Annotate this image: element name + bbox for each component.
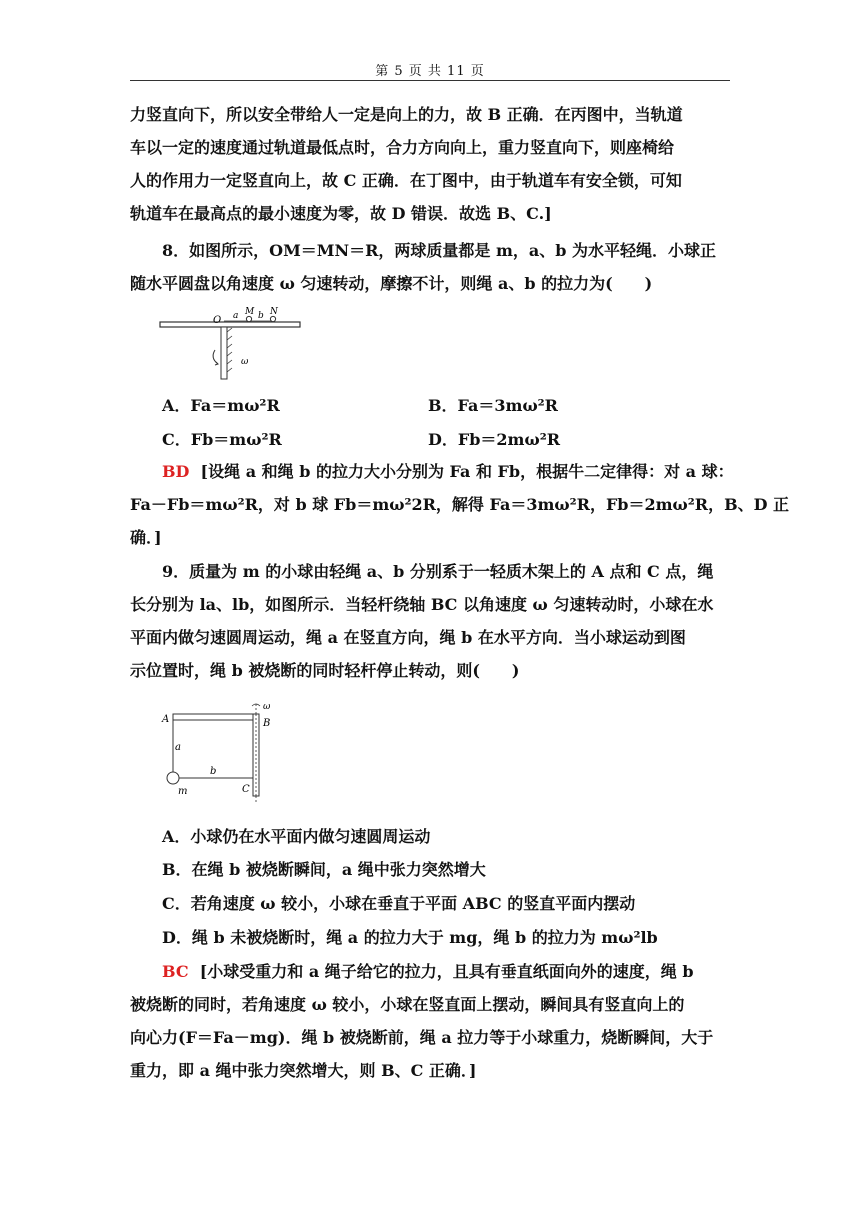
label-b-point: B — [263, 718, 271, 729]
text-line: 随水平圆盘以角速度 ω 匀速转动，摩擦不计，则绳 a、b 的拉力为( ) — [130, 274, 653, 293]
text-line: 9．质量为 m 的小球由轻绳 a、b 分别系于一轻质木架上的 A 点和 C 点，绳 — [162, 562, 714, 581]
ball-m — [246, 316, 251, 321]
text-line: 力竖直向下，所以安全带给人一定是向上的力，故 B 正确．在丙图中，当轨道 — [130, 105, 683, 124]
axle — [221, 327, 227, 379]
q8-option-b: B．Fa＝3mω²R — [428, 396, 558, 415]
q8-option-c: C．Fb＝mω²R — [162, 430, 282, 449]
prev-explanation — [130, 98, 730, 230]
q8-option-d: D．Fb＝2mω²R — [428, 430, 561, 449]
q9-stem-l1 — [162, 555, 732, 588]
q8-answer: BD — [162, 462, 190, 481]
q9-option-d: D．绳 b 未被烧断时，绳 a 的拉力大于 mg，绳 b 的拉力为 mω²lb — [162, 928, 658, 947]
label-n: N — [270, 307, 278, 317]
q9-option-c: C．若角速度 ω 较小，小球在垂直于平面 ABC 的竖直平面内摆动 — [162, 894, 636, 913]
q9-answer: BC — [162, 962, 189, 981]
label-omega: ω — [241, 357, 249, 367]
q9-stem-rest — [130, 588, 730, 687]
text-line: [小球受重力和 a 绳子给它的拉力，且具有垂直纸面向外的速度，绳 b — [199, 962, 694, 981]
text-line: 确．] — [130, 528, 162, 547]
disk — [160, 322, 300, 327]
text-line: 人的作用力一定竖直向上，故 C 正确．在丁图中，由于轨道车有安全锁，可知 — [130, 171, 682, 190]
q8-figure — [155, 306, 305, 384]
label-rope-b: b — [210, 766, 217, 777]
text-line: 车以一定的速度通过轨道最低点时，合力方向向上，重力竖直向下，则座椅给 — [130, 138, 675, 157]
text-line: 长分别为 la、lb，如图所示．当轻杆绕轴 BC 以角速度 ω 匀速转动时，小球在水 — [130, 595, 714, 614]
text-line: 轨道车在最高点的最小速度为零，故 D 错误．故选 B、C.] — [130, 204, 552, 223]
label-c-point: C — [242, 784, 250, 795]
q8-stem-l1 — [162, 234, 732, 267]
label-o: O — [213, 315, 222, 326]
text-line: 重力，即 a 绳中张力突然增大，则 B、C 正确．] — [130, 1061, 477, 1080]
q9-option-b: B．在绳 b 被烧断瞬间，a 绳中张力突然增大 — [162, 860, 486, 879]
label-omega: ω — [263, 702, 271, 712]
text-line: [设绳 a 和绳 b 的拉力大小分别为 Fa 和 Fb，根据牛二定律得：对 a 球： — [200, 462, 734, 481]
label-rope-a: a — [175, 742, 181, 753]
text-line: 被烧断的同时，若角速度 ω 较小，小球在竖直面上摆动，瞬间具有竖直向上的 — [130, 995, 685, 1014]
label-m: M — [245, 307, 255, 317]
rotation-arrow-icon — [213, 350, 218, 364]
text-line: 向心力(F＝Fa－mg)．绳 b 被烧断前，绳 a 拉力等于小球重力，烧断瞬间，大于 — [130, 1028, 714, 1047]
label-a: a — [233, 311, 239, 321]
text-line: 8．如图所示，OM＝MN＝R，两球质量都是 m，a、b 为水平轻绳．小球正 — [162, 241, 717, 260]
ball-n — [270, 316, 275, 321]
q8-option-a: A．Fa＝mω²R — [162, 396, 280, 415]
ball — [167, 772, 179, 784]
text-line: Fa－Fb＝mω²R，对 b 球 Fb＝mω²2R，解得 Fa＝3mω²R，Fb＝2mω²R，B、D 正 — [130, 495, 790, 514]
header-rule — [130, 80, 730, 81]
label-b: b — [258, 311, 264, 321]
q9-explanation-rest — [130, 988, 730, 1087]
q9-figure — [160, 700, 290, 805]
label-mass: m — [178, 786, 188, 797]
q9-explanation-l1 — [162, 955, 732, 988]
text-line: 示位置时，绳 b 被烧断的同时轻杆停止转动，则( ) — [130, 661, 520, 680]
q8-explanation-rest — [130, 488, 790, 554]
label-a-point: A — [162, 714, 170, 725]
horizontal-rod — [173, 714, 253, 720]
q8-stem-l2 — [130, 267, 730, 300]
page-header: 第 5 页 共 11 页 — [375, 64, 485, 79]
q9-option-a: A．小球仍在水平面内做匀速圆周运动 — [162, 827, 431, 846]
text-line: 平面内做匀速圆周运动，绳 a 在竖直方向，绳 b 在水平方向．当小球运动到图 — [130, 628, 686, 647]
q8-explanation-l1 — [162, 455, 732, 488]
